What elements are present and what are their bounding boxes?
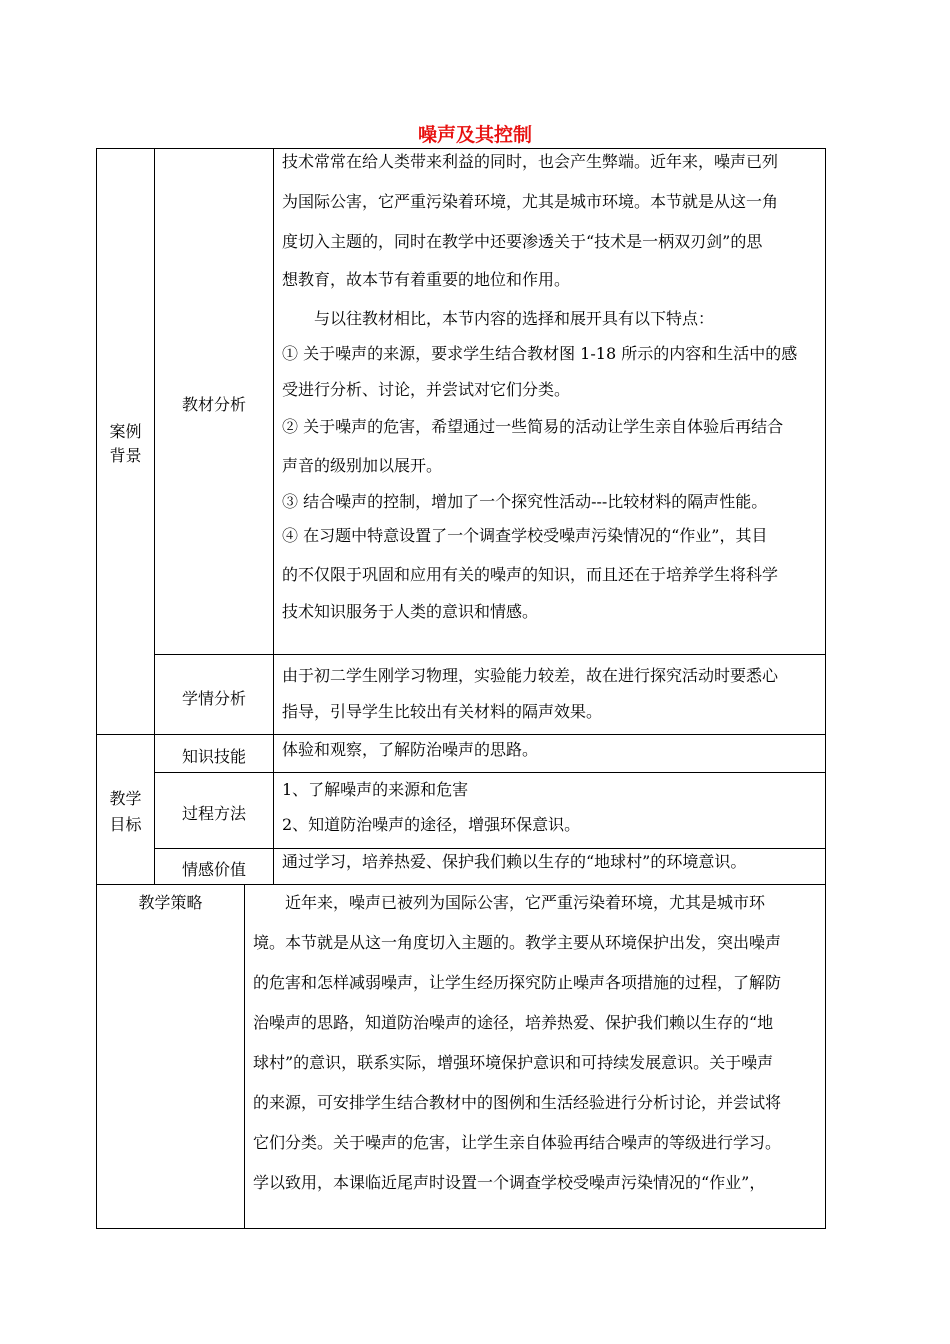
material-analysis-label: 教材分析 <box>181 395 246 414</box>
text-line: 想教育，故本节有着重要的地位和作用。 <box>282 270 571 289</box>
teaching-goals-label-line1: 教学 <box>109 789 142 808</box>
table-rule <box>154 148 155 884</box>
knowledge-skills-label: 知识技能 <box>181 747 246 766</box>
emotion-values-label: 情感价值 <box>181 860 246 879</box>
student-analysis-text <box>282 660 814 728</box>
student-analysis-label: 学情分析 <box>181 689 246 708</box>
text-line: ④ 在习题中特意设置了一个调查学校受噪声污染情况的“作业”，其目 <box>282 526 768 545</box>
text-line: 学以致用，本课临近尾声时设置一个调查学校受噪声污染情况的“作业”， <box>253 1173 766 1192</box>
text-line: 的不仅限于巩固和应用有关的噪声的知识，而且还在于培养学生将科学 <box>282 565 779 584</box>
process-methods-label: 过程方法 <box>181 804 246 823</box>
text-line: 境。本节就是从这一角度切入主题的。教学主要从环境保护出发，突出噪声 <box>253 933 782 952</box>
table-rule <box>154 654 826 655</box>
case-background-label-line2: 背景 <box>109 446 142 465</box>
table-border <box>96 148 97 1229</box>
text-line: 治噪声的思路，知道防治噪声的途径，培养热爱、保护我们赖以生存的“地 <box>253 1013 774 1032</box>
text-line: 近年来，噪声已被列为国际公害，它严重污染着环境，尤其是城市环 <box>253 893 766 912</box>
text-line: 度切入主题的，同时在教学中还要渗透关于“技术是一柄双刃剑”的思 <box>282 232 763 251</box>
text-line: ③ 结合噪声的控制，增加了一个探究性活动---比较材料的隔声性能。 <box>282 492 768 511</box>
text-line: 与以往教材相比，本节内容的选择和展开具有以下特点： <box>282 309 715 328</box>
text-line: ② 关于噪声的危害，希望通过一些简易的活动让学生亲自体验后再结合 <box>282 417 784 436</box>
teaching-strategy-label: 教学策略 <box>138 893 203 912</box>
text-line: 由于初二学生刚学习物理，实验能力较差，故在进行探究活动时要悉心 <box>282 666 779 685</box>
text-line: 技术知识服务于人类的意识和情感。 <box>282 602 539 621</box>
knowledge-skills-text: 体验和观察，了解防治噪声的思路。 <box>282 740 539 759</box>
teaching-strategy-text <box>253 883 815 1203</box>
text-line: 声音的级别加以展开。 <box>282 456 443 475</box>
table-border <box>96 1228 826 1229</box>
text-line: 为国际公害，它严重污染着环境，尤其是城市环境。本节就是从这一角 <box>282 192 779 211</box>
text-line: 的危害和怎样减弱噪声，让学生经历探究防止噪声各项措施的过程，了解防 <box>253 973 782 992</box>
text-line: 受进行分析、讨论，并尝试对它们分类。 <box>282 380 571 399</box>
emotion-values-text: 通过学习，培养热爱、保护我们赖以生存的“地球村”的环境意识。 <box>282 852 747 871</box>
text-line: 它们分类。关于噪声的危害，让学生亲自体验再结合噪声的等级进行学习。 <box>253 1133 782 1152</box>
process-methods-text <box>282 772 580 842</box>
text-line: 2、知道防治噪声的途径，增强环保意识。 <box>282 815 581 834</box>
page-title: 噪声及其控制 <box>417 124 532 146</box>
case-background-label-line1: 案例 <box>109 422 142 441</box>
text-line: 的来源，可安排学生结合教材中的图例和生活经验进行分析讨论，并尝试将 <box>253 1093 782 1112</box>
material-analysis-text <box>282 146 814 628</box>
text-line: ① 关于噪声的来源，要求学生结合教材图 1-18 所示的内容和生活中的感 <box>282 344 798 363</box>
table-border <box>825 148 826 1229</box>
case-background-label <box>97 420 154 468</box>
text-line: 指导，引导学生比较出有关材料的隔声效果。 <box>282 702 603 721</box>
table-rule <box>273 148 274 884</box>
teaching-goals-label-line2: 目标 <box>109 815 142 834</box>
table-rule <box>244 884 245 1228</box>
text-line: 1、了解噪声的来源和危害 <box>282 780 469 799</box>
text-line: 球村”的意识，联系实际，增强环境保护意识和可持续发展意识。关于噪声 <box>253 1053 774 1072</box>
teaching-goals-label <box>97 786 154 838</box>
text-line: 技术常常在给人类带来利益的同时，也会产生弊端。近年来，噪声已列 <box>282 152 779 171</box>
